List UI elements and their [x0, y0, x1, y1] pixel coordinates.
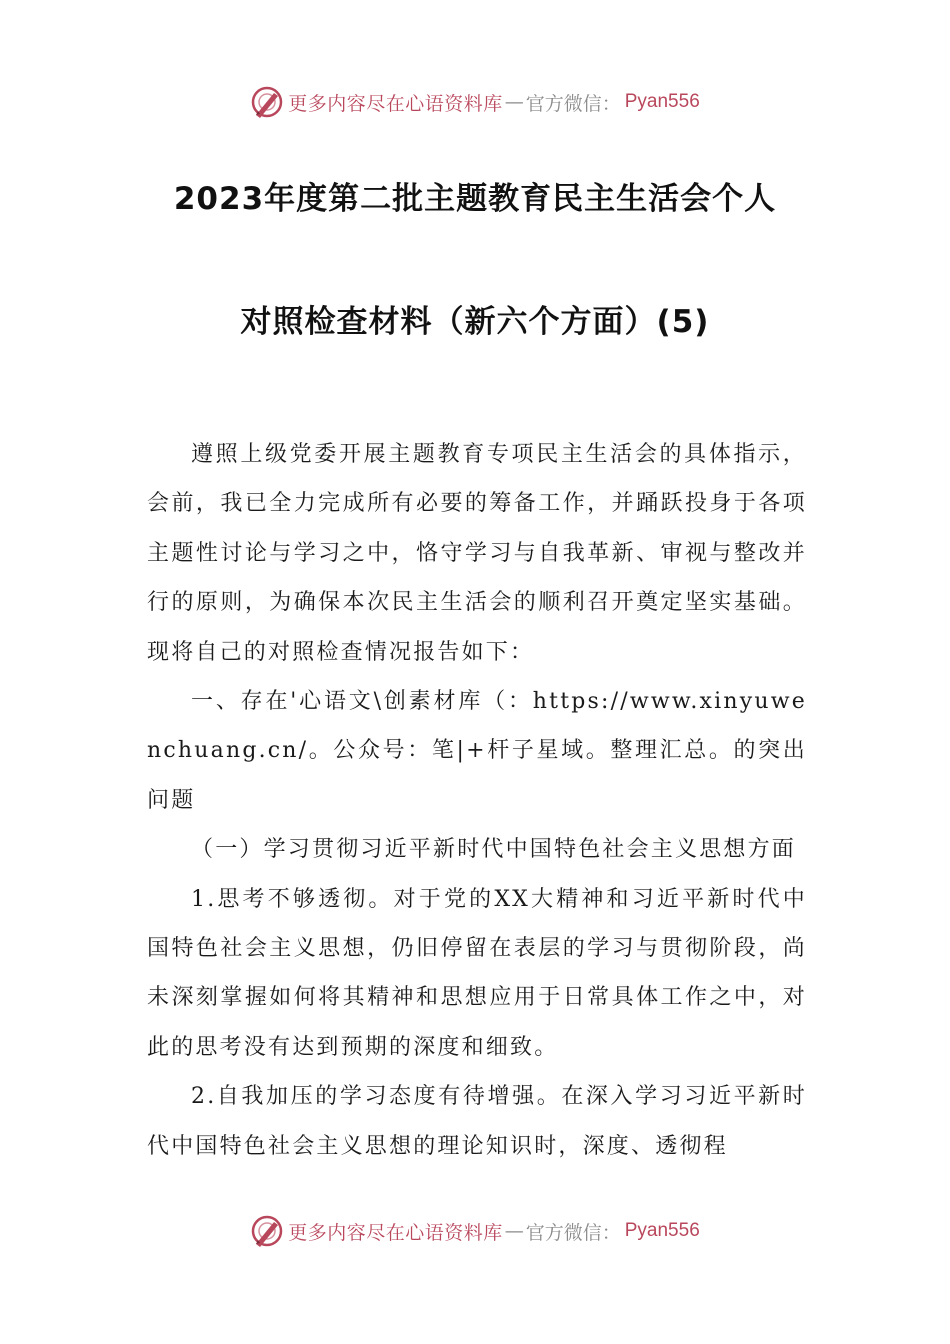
- document-title-line-1: 2023年度第二批主题教育民主生活会个人: [173, 181, 777, 217]
- banner-label: 官方微信：: [525, 92, 621, 115]
- banner-text: 更多内容尽在心语资料库: [288, 92, 503, 115]
- document-title-line-2: 对照检查材料（新六个方面）(5): [240, 304, 710, 340]
- paragraph-intro: 遵照上级党委开展主题教育专项民主生活会的具体指示，会前，我已全力完成所有必要的筹备工作，并踊跃投身于各项主题性讨论与学习之中，恪守学习与自我革新、审视与整改并行的原则，为确保本次民主生活会的顺利召开奠定坚实基础。现将自己的对照检查情况报告如下：: [147, 442, 807, 665]
- banner-separator: —: [504, 91, 524, 113]
- paragraph-item-1: 1.思考不够透彻。对于党的XX大精神和习近平新时代中国特色社会主义思想，仍旧停留在表层的学习与贯彻阶段，尚未深刻掌握如何将其精神和思想应用于日常具体工作之中，对此的思考没有达到预期的深度和细致。: [147, 886, 807, 1060]
- header-watermark-banner: [0, 82, 950, 122]
- pen-circle-logo-icon: [250, 1214, 284, 1248]
- paragraph-item-2: 2.自我加压的学习态度有待增强。在深入学习习近平新时代中国特色社会主义思想的理论知识时，深度、透彻程: [147, 1084, 807, 1159]
- document-body: [147, 430, 807, 1171]
- paragraph-section-heading: 一、存在'心语文\创素材库（：https://www.xinyuwenchuang.cn/。公众号：笔|+杆子星域。整理汇总。的突出问题: [147, 689, 807, 813]
- banner-wechat-id: Pyan556: [624, 1220, 700, 1241]
- paragraph-subsection-heading: （一）学习贯彻习近平新时代中国特色社会主义思想方面: [191, 837, 797, 863]
- banner-label: 官方微信：: [525, 1221, 621, 1244]
- banner-wechat-id: Pyan556: [624, 91, 700, 112]
- pen-circle-logo-icon: [250, 85, 284, 119]
- banner-separator: —: [504, 1220, 524, 1242]
- footer-watermark-banner: [0, 1211, 950, 1251]
- banner-text: 更多内容尽在心语资料库: [288, 1221, 503, 1244]
